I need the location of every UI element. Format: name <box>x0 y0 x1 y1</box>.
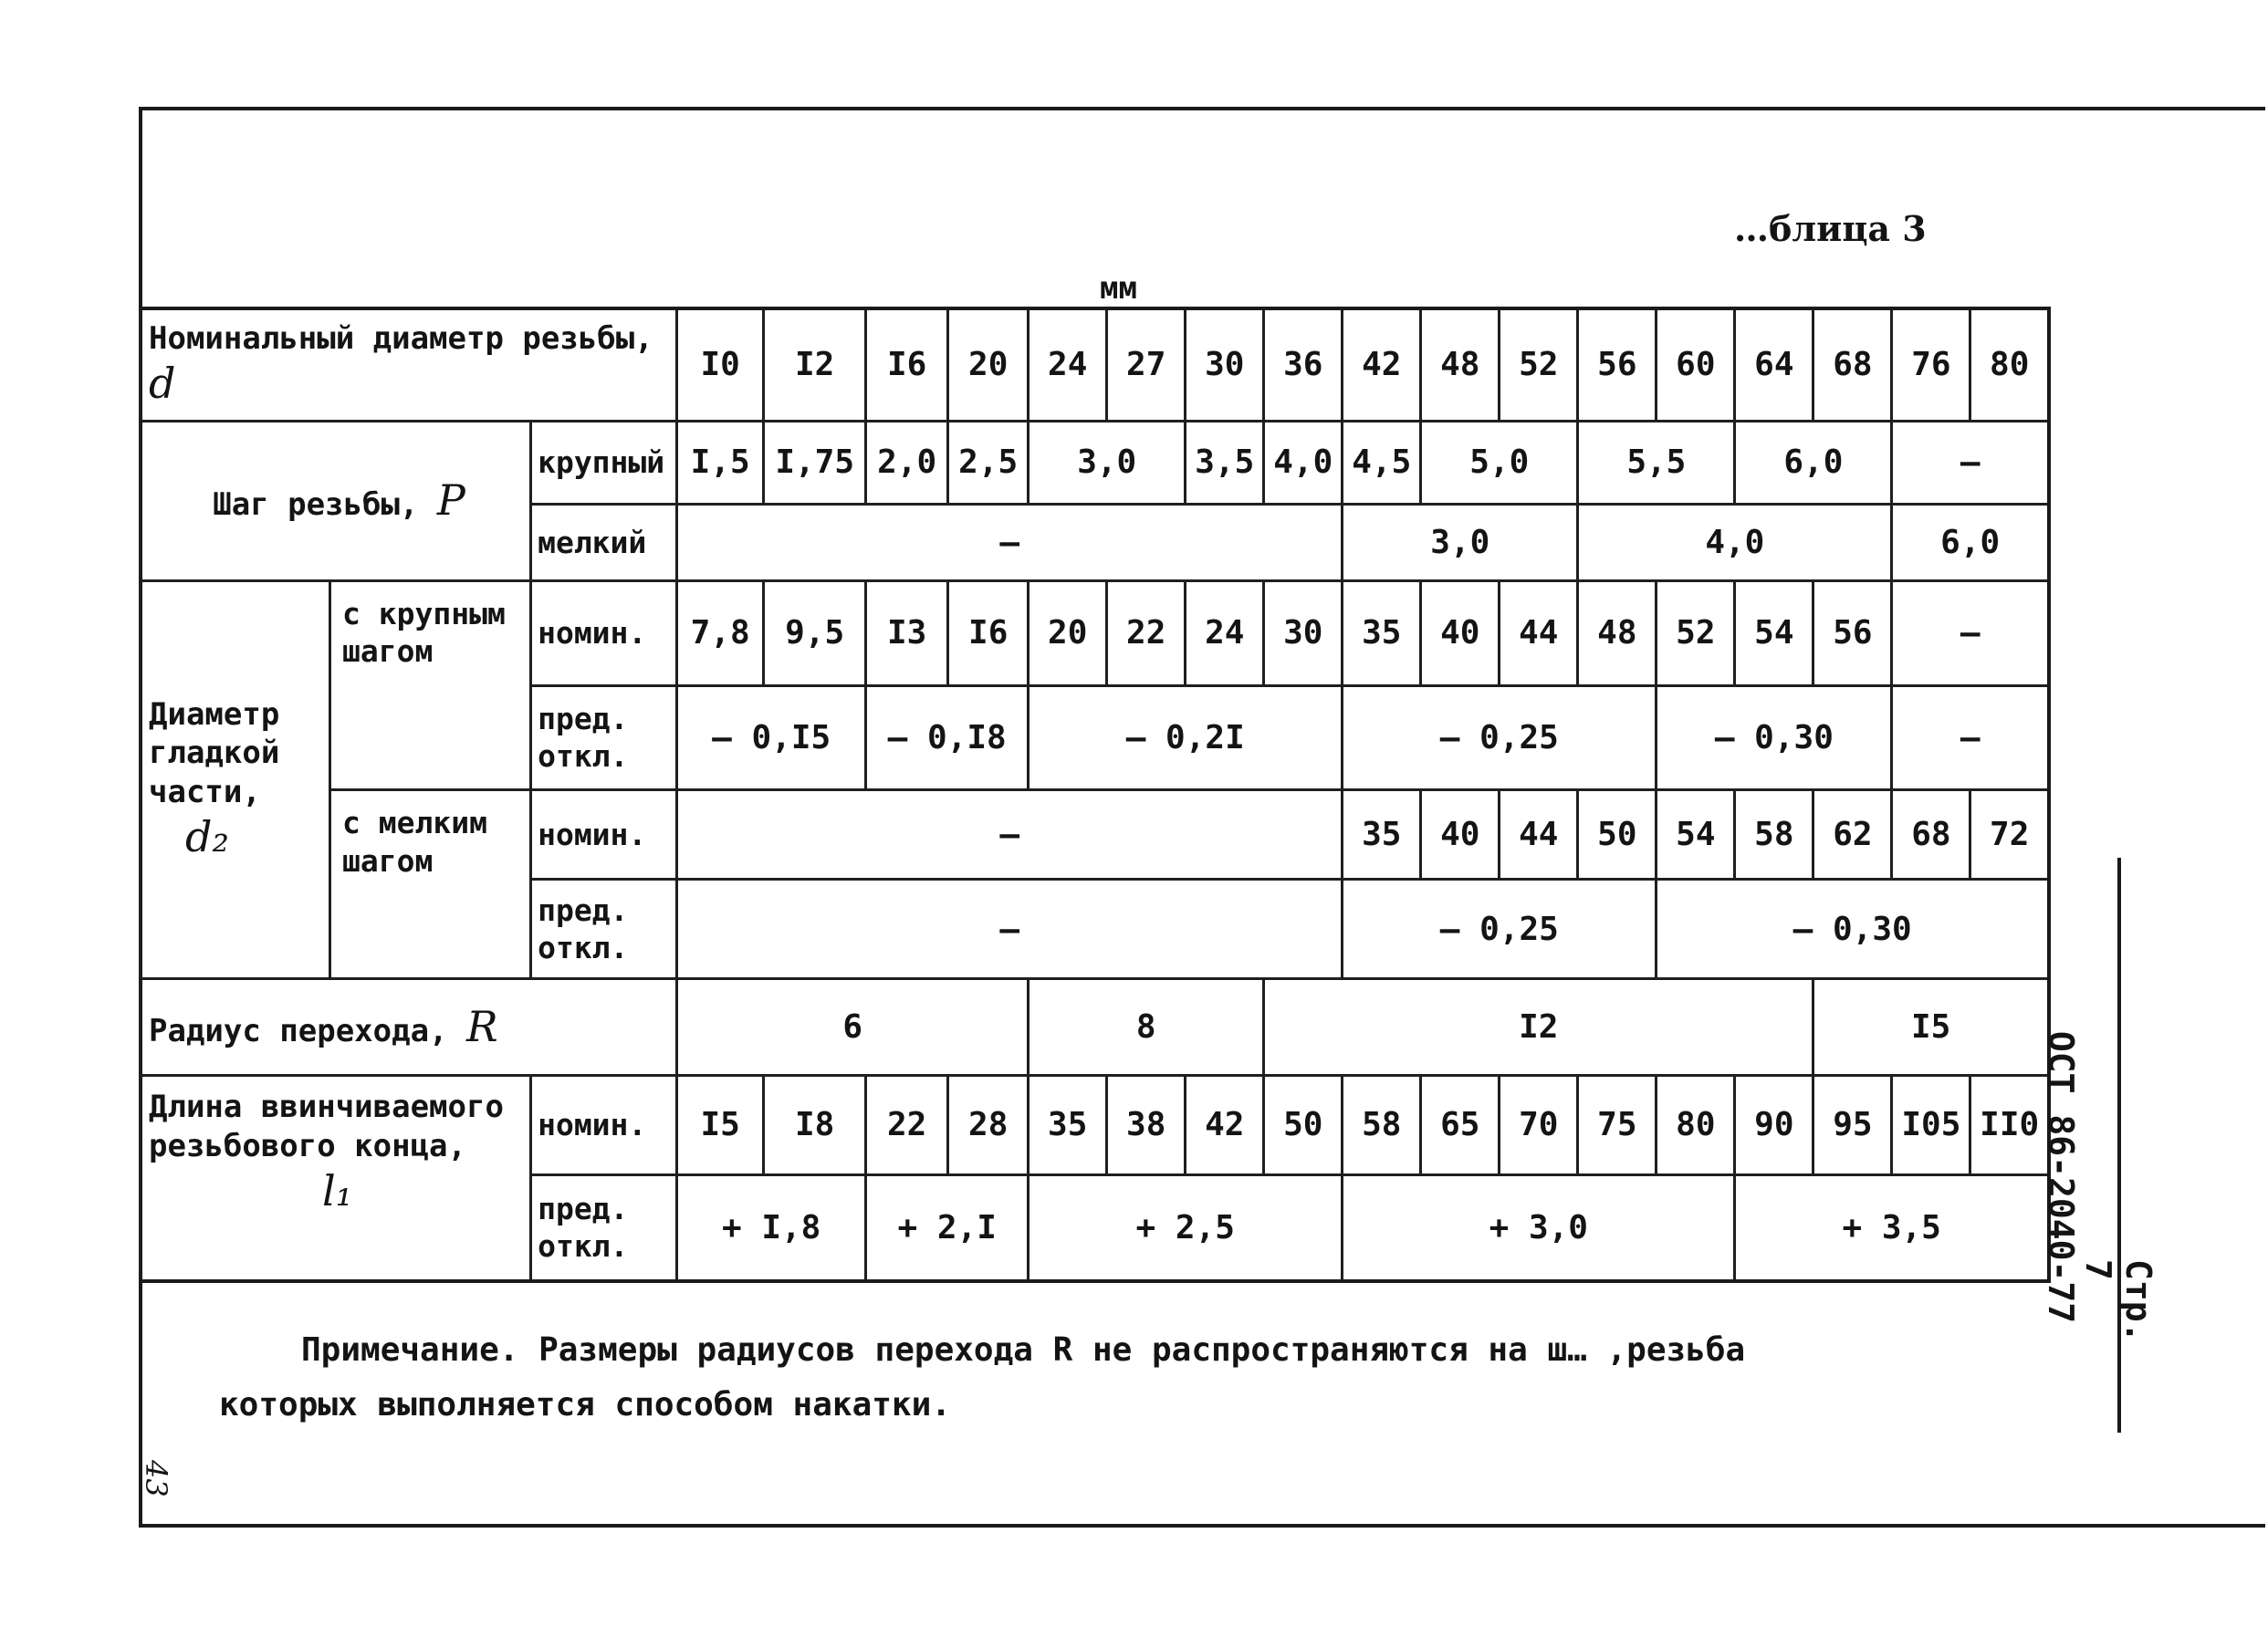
table-cell: 60 <box>1657 308 1735 421</box>
table-cell: 20 <box>1029 580 1107 685</box>
table-cell: – 0,30 <box>1657 685 1892 790</box>
table-cell: 8 <box>1029 978 1264 1075</box>
table-cell: I6 <box>948 580 1029 685</box>
table-cell: I05 <box>1892 1076 1970 1174</box>
table-cell: – 0,I5 <box>677 685 866 790</box>
table-cell: 44 <box>1500 790 1578 880</box>
table-cell: – 0,2I <box>1029 685 1343 790</box>
table-cell: I5 <box>1813 978 2049 1075</box>
table-note <box>219 1323 1944 1433</box>
table-cell: 7,8 <box>677 580 764 685</box>
table-cell: 62 <box>1813 790 1892 880</box>
table-cell: 2,5 <box>948 421 1029 505</box>
table-cell: 44 <box>1500 580 1578 685</box>
table-cell: 76 <box>1892 308 1970 421</box>
table-cell: 50 <box>1264 1076 1343 1174</box>
table-cell: II0 <box>1970 1076 2049 1174</box>
fine-step-label: с мелким шагом <box>330 790 531 979</box>
table-cell: 4,0 <box>1264 421 1343 505</box>
nominal-diameter-label: Номинальный диаметр резьбы, <box>149 319 653 357</box>
table-cell: + 2,I <box>866 1174 1029 1281</box>
table-cell: 2,0 <box>866 421 948 505</box>
note-line-1: Примечание. Размеры радиусов перехода R не распространяются на ш… ,резьба <box>301 1331 1746 1369</box>
table-cell: – 0,30 <box>1657 880 2049 978</box>
table-cell: 6 <box>677 978 1029 1075</box>
length-header <box>141 1076 531 1281</box>
table-cell: – 0,I8 <box>866 685 1029 790</box>
smooth-part-symbol: d₂ <box>185 812 229 862</box>
table-cell: 5,0 <box>1421 421 1578 505</box>
table-cell: 72 <box>1970 790 2049 880</box>
smooth-part-header <box>141 580 330 978</box>
table-cell: 30 <box>1264 580 1343 685</box>
table-cell: 80 <box>1970 308 2049 421</box>
length-label: Длина ввинчиваемого резьбового конца, <box>149 1089 504 1164</box>
table-cell: 68 <box>1813 308 1892 421</box>
pitch-header <box>141 421 531 580</box>
table-cell: I3 <box>866 580 948 685</box>
thread-spec-table <box>139 307 2051 1283</box>
table-cell: 42 <box>1186 1076 1264 1174</box>
frame-top-line <box>139 107 2265 110</box>
table-cell: 3,0 <box>1343 505 1578 580</box>
radius-symbol: R <box>466 1001 498 1051</box>
table-cell: 35 <box>1029 1076 1107 1174</box>
table-cell: 80 <box>1657 1076 1735 1174</box>
table-cell: – <box>677 505 1343 580</box>
radius-label: Радиус перехода, <box>149 1012 448 1049</box>
table-cell: 90 <box>1735 1076 1813 1174</box>
table-cell: 30 <box>1186 308 1264 421</box>
table-cell: 54 <box>1657 790 1735 880</box>
radius-row <box>141 978 2050 1075</box>
table-cell: – <box>1892 421 2049 505</box>
fine-label: мелкий <box>531 505 677 580</box>
standard-code: ОСТ 86-2040-77 <box>2041 1030 2081 1324</box>
table-cell: 5,5 <box>1578 421 1735 505</box>
pitch-coarse-row <box>141 421 2050 505</box>
table-cell: 24 <box>1186 580 1264 685</box>
table-cell: 56 <box>1813 580 1892 685</box>
table-cell: 58 <box>1735 790 1813 880</box>
table-title: …блица 3 <box>1734 208 1927 249</box>
table-cell: 64 <box>1735 308 1813 421</box>
note-line-2: которых выполняется способом накатки. <box>219 1386 951 1424</box>
table-cell: I2 <box>1264 978 1813 1075</box>
table-cell: 48 <box>1421 308 1500 421</box>
table-cell: 52 <box>1657 580 1735 685</box>
table-cell: 36 <box>1264 308 1343 421</box>
table-cell: 68 <box>1892 790 1970 880</box>
table-cell: 75 <box>1578 1076 1657 1174</box>
table-cell: 58 <box>1343 1076 1421 1174</box>
pitch-symbol: P <box>436 475 465 525</box>
smooth-fine-nom-row <box>141 790 2050 880</box>
nom-label: номин. <box>531 580 677 685</box>
table-cell: 6,0 <box>1735 421 1892 505</box>
table-cell: 22 <box>866 1076 948 1174</box>
table-cell: – 0,25 <box>1343 685 1657 790</box>
table-cell: 56 <box>1578 308 1657 421</box>
table-cell: 42 <box>1343 308 1421 421</box>
table-cell: + 3,5 <box>1735 1174 2049 1281</box>
table-cell: 24 <box>1029 308 1107 421</box>
smooth-part-label: Диаметр гладкой части, <box>149 695 280 810</box>
table-cell: 95 <box>1813 1076 1892 1174</box>
dev-label: пред. откл. <box>531 1174 677 1281</box>
table-cell: – <box>1892 685 2049 790</box>
page-number: 43 <box>139 1460 173 1497</box>
smooth-coarse-nom-row <box>141 580 2050 685</box>
table-cell: I2 <box>764 308 866 421</box>
table-cell: I5 <box>677 1076 764 1174</box>
table-cell: I,5 <box>677 421 764 505</box>
table-cell: – <box>677 790 1343 880</box>
table-cell: 3,5 <box>1186 421 1264 505</box>
nominal-diameter-header <box>141 308 677 421</box>
table-cell: 9,5 <box>764 580 866 685</box>
table-cell: I0 <box>677 308 764 421</box>
table-cell: 52 <box>1500 308 1578 421</box>
coarse-label: крупный <box>531 421 677 505</box>
table-cell: 35 <box>1343 580 1421 685</box>
table-cell: 4,0 <box>1578 505 1892 580</box>
table-cell: 40 <box>1421 790 1500 880</box>
table-cell: I,75 <box>764 421 866 505</box>
dev-label: пред. откл. <box>531 880 677 978</box>
table-cell: 28 <box>948 1076 1029 1174</box>
table-cell: 48 <box>1578 580 1657 685</box>
table-cell: 38 <box>1107 1076 1186 1174</box>
nominal-diameter-row <box>141 308 2050 421</box>
dev-label: пред. откл. <box>531 685 677 790</box>
table-cell: 20 <box>948 308 1029 421</box>
table-cell: I6 <box>866 308 948 421</box>
coarse-step-label: с крупным шагом <box>330 580 531 789</box>
units-label: мм <box>1100 270 1137 307</box>
table-cell: – <box>677 880 1343 978</box>
table-cell: 3,0 <box>1029 421 1186 505</box>
frame-bottom-line <box>139 1524 2265 1528</box>
table-cell: – <box>1892 580 2049 685</box>
table-cell: I8 <box>764 1076 866 1174</box>
nom-label: номин. <box>531 790 677 880</box>
table-cell: – 0,25 <box>1343 880 1657 978</box>
length-symbol: l₁ <box>322 1166 353 1216</box>
nom-label: номин. <box>531 1076 677 1174</box>
table-cell: 27 <box>1107 308 1186 421</box>
length-nom-row <box>141 1076 2050 1174</box>
table-cell: 35 <box>1343 790 1421 880</box>
table-cell: 40 <box>1421 580 1500 685</box>
table-cell: 50 <box>1578 790 1657 880</box>
standard-page: Стр. 7 <box>2078 1259 2158 1343</box>
pitch-label: Шаг резьбы, <box>213 485 419 523</box>
table-cell: 6,0 <box>1892 505 2049 580</box>
table-cell: + 2,5 <box>1029 1174 1343 1281</box>
table-cell: 65 <box>1421 1076 1500 1174</box>
table-cell: + 3,0 <box>1343 1174 1735 1281</box>
table-cell: 22 <box>1107 580 1186 685</box>
table-cell: + I,8 <box>677 1174 866 1281</box>
table-cell: 4,5 <box>1343 421 1421 505</box>
table-cell: 70 <box>1500 1076 1578 1174</box>
radius-header <box>141 978 677 1075</box>
nominal-diameter-symbol: d <box>149 359 176 409</box>
table-cell: 54 <box>1735 580 1813 685</box>
